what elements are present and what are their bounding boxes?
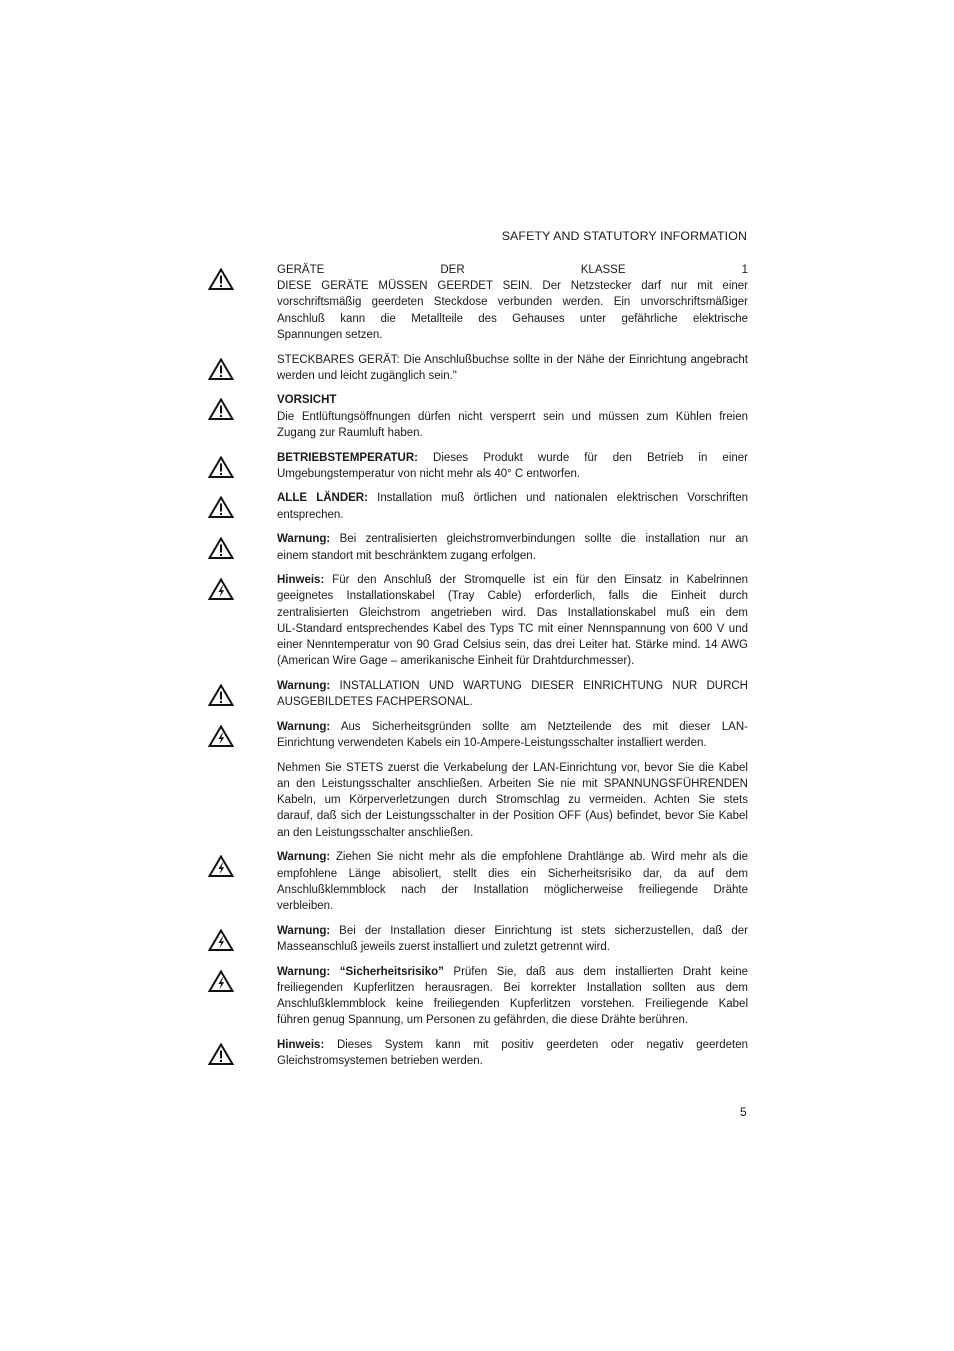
notice-icon-column (208, 531, 277, 559)
notice-icon-column (208, 719, 277, 747)
notice-heading: VORSICHT (277, 394, 337, 407)
notice-line-text: Ziehen Sie nicht mehr als die empfohlene Drahtlänge ab. Wird mehr als die (335, 851, 748, 864)
notice-line (277, 588, 748, 604)
notice-line-text: freiliegenden Kupferlitzen herausragen. Bei korrekter Installation sollten aus dem (277, 981, 748, 994)
notice-icon-column (208, 450, 277, 478)
safety-notices (208, 262, 748, 1078)
notice-lead: Warnung: (277, 720, 331, 733)
notice-text (277, 392, 748, 441)
notice-lead: Warnung: “Sicherheitsrisiko” (277, 965, 444, 978)
notice-line (277, 694, 748, 710)
electrical-hazard-icon (208, 855, 234, 877)
notice-lead: BETRIEBSTEMPERATUR: (277, 451, 418, 464)
warning-icon (208, 268, 234, 290)
notice-line (277, 776, 748, 792)
notice-line (277, 825, 748, 841)
notice-line-text: STECKBARES GERÄT: Die Anschlußbuchse sollte in der Nähe der Einrichtung angebracht (277, 353, 748, 366)
warning-icon (208, 456, 234, 478)
notice-line (277, 1037, 748, 1053)
electrical-hazard-icon (208, 970, 234, 992)
notice-line (277, 352, 748, 368)
notice-line-text: einer Nenntemperatur von 90 Grad Celsius sein, das drei Leiter hat. Stärke mind. 14 AWG (277, 639, 748, 652)
notice-text (277, 760, 748, 841)
notice-line (277, 996, 748, 1012)
notice-entry (208, 262, 748, 343)
notice-text (277, 923, 748, 955)
notice-line-text: Installation muß örtlichen und nationalen elektrischen Vorschriften (377, 492, 749, 505)
notice-text (277, 964, 748, 1029)
notice-line-text: Zugang zur Raumluft haben. (277, 426, 423, 439)
notice-icon-column (208, 392, 277, 420)
warning-icon (208, 684, 234, 706)
notice-icon-column (208, 1037, 277, 1065)
notice-line-text: INSTALLATION UND WARTUNG DIESER EINRICHTUNG NUR DURCH (339, 679, 748, 692)
notice-line (277, 637, 748, 653)
notice-line (277, 719, 748, 735)
notice-line-text: Anschlußklemmblock nach der Installation möglicherweise freiliegende Drähte (277, 883, 748, 896)
notice-line (277, 980, 748, 996)
notice-line (277, 678, 748, 694)
notice-entry (208, 490, 748, 522)
notice-line-text: DIESE GERÄTE MÜSSEN GEERDET SEIN. Der Netzstecker darf nur mit einer (277, 280, 748, 293)
notice-line-text: (American Wire Gage – amerikanische Einheit für Drahtdurchmesser). (277, 655, 635, 668)
notice-line-text: Für den Anschluß der Stromquelle ist ein für den Einsatz in Kabelrinnen (332, 574, 748, 587)
notice-line-text: Spannungen setzen. (277, 328, 383, 341)
notice-line-text: Anschlußklemmblock keine freiliegenden Kupferlitzen vorstehen. Freiliegende Kabel (277, 997, 748, 1010)
notice-line-text: Bei der Installation dieser Einrichtung ist stets sicherzustellen, daß der (339, 924, 748, 937)
notice-line-text: Dieses System kann mit positiv geerdeten oder negativ geerdeten (336, 1038, 749, 1051)
notice-line-text: empfohlene Länge abisoliert, stellt dies ein Sicherheitsrisiko dar, da auf dem (277, 867, 748, 880)
notice-text (277, 531, 748, 563)
notice-line (277, 808, 748, 824)
notice-line (277, 294, 748, 310)
notice-lead: Warnung: (277, 851, 331, 864)
notice-lead: Hinweis: (277, 1038, 325, 1051)
notice-icon-column (208, 490, 277, 518)
notice-icon-column (208, 572, 277, 600)
notice-line-text: werden und leicht zugänglich sein." (277, 369, 457, 382)
notice-entry (208, 450, 748, 482)
notice-line-text: darauf, daß sich der Leistungsschalter in der Position OFF (Aus) befindet, bevor Sie Kabel (277, 810, 748, 823)
notice-line (277, 548, 748, 564)
notice-line (277, 898, 748, 914)
notice-line-text: führen genug Spannung, um Personen zu gefährden, die diese Drähte berühren. (277, 1014, 689, 1027)
notice-icon-column (208, 352, 277, 380)
notice-entry (208, 572, 748, 669)
notice-line (277, 1053, 748, 1069)
notice-line (277, 327, 748, 343)
warning-icon (208, 1043, 234, 1065)
notice-line (277, 923, 748, 939)
notice-line (277, 278, 748, 294)
notice-line-text: Gleichstromsystemen betrieben werden. (277, 1055, 483, 1068)
notice-text (277, 352, 748, 384)
electrical-hazard-icon (208, 578, 234, 600)
notice-line (277, 760, 748, 776)
page-header: SAFETY AND STATUTORY INFORMATION (501, 229, 747, 243)
warning-icon (208, 537, 234, 559)
notice-icon-column (208, 678, 277, 706)
notice-entry (208, 392, 748, 441)
notice-line (277, 507, 748, 523)
notice-entry (208, 719, 748, 751)
notice-line (277, 605, 748, 621)
notice-line-text: an den Leistungsschalter anschließen. (277, 826, 474, 839)
electrical-hazard-icon (208, 725, 234, 747)
notice-line (277, 735, 748, 751)
notice-line-text: Umgebungstemperatur von nicht mehr als 40° C entworfen. (277, 467, 581, 480)
notice-line-text: Aus Sicherheitsgründen sollte am Netzteilende des mit dieser LAN- (340, 720, 748, 733)
notice-line-text: Dieses Produkt wurde für den Betrieb in einer (433, 451, 748, 464)
electrical-hazard-icon (208, 929, 234, 951)
notice-text (277, 719, 748, 751)
notice-text (277, 572, 748, 669)
notice-line (277, 792, 748, 808)
page-number: 5 (740, 1105, 747, 1119)
notice-line-text: Kabeln, um Körperverletzungen durch Stromschlag zu vermeiden. Achten Sie stets (277, 794, 748, 807)
notice-line-text: Anschluß kann die Metallteile des Gehauses unter gefährliche elektrische (277, 312, 748, 325)
notice-line-text: Die Entlüftungsöffnungen dürfen nicht versperrt sein und müssen zum Kühlen freien (277, 410, 748, 423)
notice-line (277, 939, 748, 955)
notice-line (277, 882, 748, 898)
notice-line (277, 866, 748, 882)
notice-icon-column (208, 849, 277, 877)
notice-line (277, 262, 748, 278)
notice-line (277, 490, 748, 506)
notice-line-text: zentralisierten Gleichstrom angetrieben wird. Das Installationskabel muß ein dem (277, 606, 748, 619)
notice-line (277, 621, 748, 637)
notice-icon-column (208, 964, 277, 992)
notice-entry (208, 1037, 748, 1069)
notice-entry (208, 964, 748, 1029)
notice-line-text: Bei zentralisierten gleichstromverbindungen sollte die installation nur an (339, 533, 748, 546)
notice-text (277, 849, 748, 914)
notice-icon-column (208, 262, 277, 290)
notice-text (277, 490, 748, 522)
notice-line-text: UL-Standard entsprechendes Kabel des Typs TC mit einer Nennspannung von 600 V und (277, 622, 748, 635)
notice-line-text: Nehmen Sie STETS zuerst die Verkabelung der LAN-Einrichtung vor, bevor Sie die Kabel (277, 761, 748, 774)
notice-line (277, 311, 748, 327)
notice-line (277, 425, 748, 441)
notice-line-text: entsprechen. (277, 508, 344, 521)
notice-entry (208, 352, 748, 384)
notice-line (277, 653, 748, 669)
warning-icon (208, 358, 234, 380)
notice-line-text: einem standort mit beschränktem zugang erfolgen. (277, 549, 536, 562)
notice-text (277, 262, 748, 343)
notice-text (277, 450, 748, 482)
notice-text (277, 678, 748, 710)
notice-lead: Warnung: (277, 533, 331, 546)
notice-entry (208, 678, 748, 710)
notice-entry (208, 849, 748, 914)
notice-entry (208, 923, 748, 955)
notice-lead: Warnung: (277, 679, 331, 692)
notice-line-text: vorschriftsmäßig geerdeten Steckdose verbunden werden. Ein unvorschriftsmäßiger (277, 296, 748, 309)
notice-lead: Warnung: (277, 924, 331, 937)
notice-line (277, 572, 748, 588)
notice-line (277, 409, 748, 425)
notice-lead: ALLE LÄNDER: (277, 492, 368, 505)
notice-text (277, 1037, 748, 1069)
notice-line (277, 368, 748, 384)
notice-line-text: AUSGEBILDETES FACHPERSONAL. (277, 696, 473, 709)
notice-line-text: an den Leistungsschalter anschließen. Arbeiten Sie nie mit SPANNUNGSFÜHRENDEN (277, 777, 748, 790)
notice-line-text: GERÄTE DER KLASSE 1 (277, 264, 748, 276)
notice-line (277, 531, 748, 547)
notice-line-text: geeignetes Installationskabel (Tray Cable) erforderlich, falls die Einheit durch (277, 590, 748, 603)
notice-line (277, 466, 748, 482)
notice-line (277, 849, 748, 865)
warning-icon (208, 496, 234, 518)
notice-entry (208, 760, 748, 841)
notice-line (277, 1012, 748, 1028)
notice-line-text: Masseanschluß jeweils zuerst installiert und zuletzt getrennt wird. (277, 940, 611, 953)
notice-entry (208, 531, 748, 563)
notice-line (277, 450, 748, 466)
notice-icon-column (208, 923, 277, 951)
notice-lead: Hinweis: (277, 574, 325, 587)
notice-line-text: Einrichtung verwendeten Kabels ein 10-Ampere-Leistungsschalter installiert werden. (277, 737, 707, 750)
notice-line (277, 964, 748, 980)
notice-line-text: Prüfen Sie, daß aus dem installierten Draht keine (453, 965, 749, 978)
warning-icon (208, 398, 234, 420)
notice-line-text: verbleiben. (277, 899, 334, 912)
